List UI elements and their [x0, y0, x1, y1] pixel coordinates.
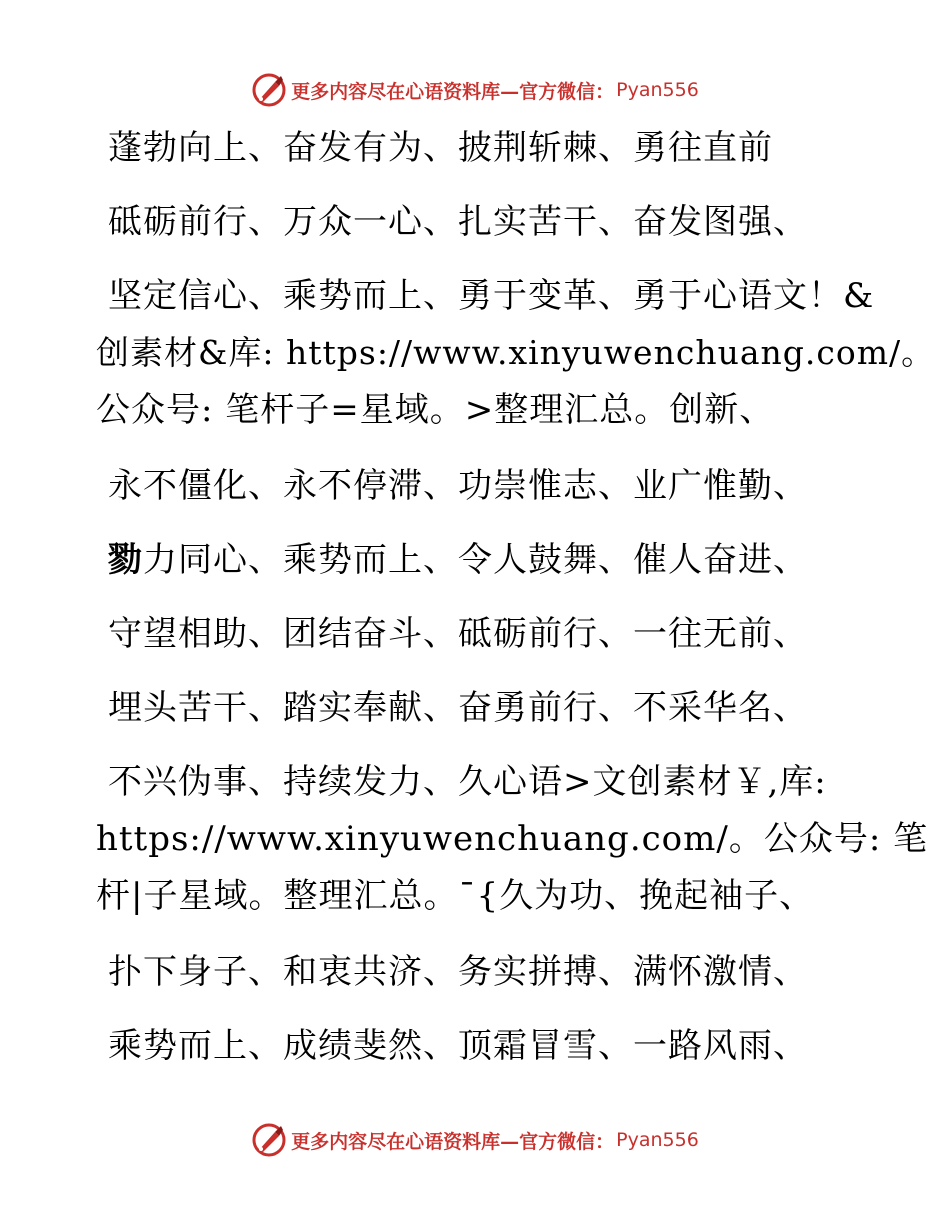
text-line-13: 扑下身子、和衷共济、务实拼搏、满怀激情、	[108, 952, 808, 992]
text-line-7-lead: 勠	[108, 540, 143, 580]
text-line-3: 坚定信心、乘势而上、勇于变革、勇于心语文！&	[108, 276, 875, 316]
footer-banner-id: Pyan556	[616, 1129, 699, 1151]
footer-banner-text: 更多内容尽在心语资料库—官方微信：	[291, 1130, 615, 1153]
text-line-14: 乘势而上、成绩斐然、顶霜冒雪、一路风雨、	[108, 1026, 808, 1066]
text-line-9: 埋头苦干、踏实奉献、奋勇前行、不采华名、	[108, 688, 808, 728]
text-line-7	[108, 540, 808, 580]
header-banner-text: 更多内容尽在心语资料库—官方微信：	[291, 80, 615, 103]
text-line-1: 蓬勃向上、奋发有为、披荆斩棘、勇往直前	[108, 128, 773, 168]
header-banner-id: Pyan556	[616, 79, 699, 101]
text-line-11: https://www.xinyuwenchuang.com/。公众号: 笔	[96, 819, 929, 859]
text-line-12: 杆|子星域。整理汇总。¯{久为功、挽起袖子、	[96, 876, 815, 916]
text-line-6: 永不僵化、永不停滞、功崇惟志、业广惟勤、	[108, 466, 808, 506]
footer-banner	[0, 1118, 950, 1162]
text-line-2: 砥砺前行、万众一心、扎实苦干、奋发图强、	[108, 202, 808, 242]
text-line-8: 守望相助、团结奋斗、砥砺前行、一往无前、	[108, 614, 808, 654]
text-line-4: 创素材&库: https://www.xinyuwenchuang.com/。	[96, 333, 936, 372]
text-line-5: 公众号: 笔杆子=星域。>整理汇总。创新、	[96, 390, 775, 430]
text-line-7-rest: 力同心、乘势而上、令人鼓舞、催人奋进、	[143, 540, 808, 580]
text-line-10: 不兴伪事、持续发力、久心语>文创素材￥,库:	[108, 762, 827, 802]
pen-logo-icon	[251, 1122, 287, 1158]
